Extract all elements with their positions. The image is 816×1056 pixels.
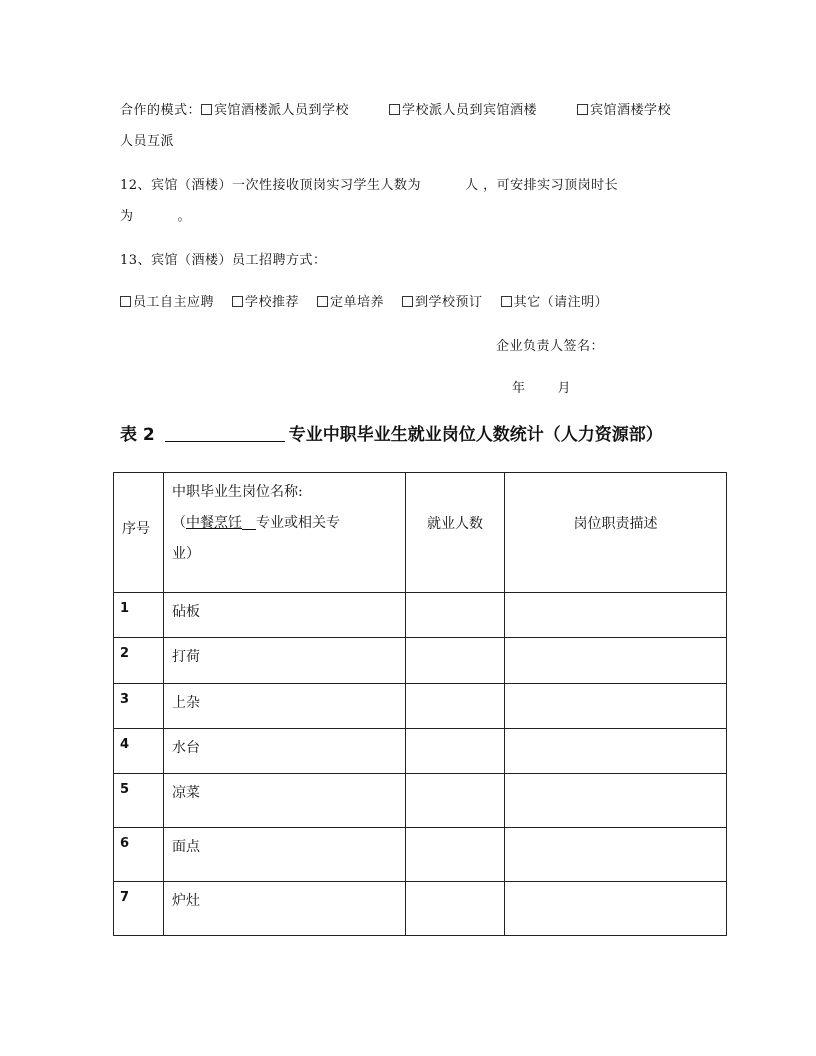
- row-number: 5: [114, 774, 164, 828]
- checkbox-icon[interactable]: [120, 296, 131, 307]
- header-seq: 序号: [114, 473, 164, 593]
- checkbox-icon[interactable]: [201, 104, 212, 115]
- coop-option-1[interactable]: 宾馆酒楼派人员到学校: [201, 103, 349, 118]
- q12-line2: 为 。: [120, 209, 192, 224]
- table-row: [114, 684, 727, 729]
- recruit-option-1[interactable]: 员工自主应聘: [120, 295, 214, 310]
- job-description-cell[interactable]: [505, 828, 727, 882]
- table-row: [114, 593, 727, 638]
- recruit-option-2[interactable]: 学校推荐: [232, 295, 299, 310]
- row-number: 3: [114, 684, 164, 729]
- checkbox-icon[interactable]: [389, 104, 400, 115]
- position-name: 上杂: [164, 684, 406, 729]
- position-name: 面点: [164, 828, 406, 882]
- employment-count-cell[interactable]: [406, 774, 505, 828]
- job-description-cell[interactable]: [505, 729, 727, 774]
- row-number: 7: [114, 882, 164, 936]
- q13-options: [120, 291, 626, 310]
- employment-count-cell[interactable]: [406, 729, 505, 774]
- employment-count-cell[interactable]: [406, 684, 505, 729]
- job-description-cell[interactable]: [505, 774, 727, 828]
- checkbox-icon[interactable]: [577, 104, 588, 115]
- table-header-row: [114, 473, 727, 593]
- table-row: [114, 774, 727, 828]
- header-job-description: 岗位职责描述: [505, 473, 727, 593]
- major-name-filled: 中餐烹饪: [186, 515, 242, 531]
- employment-table: [113, 472, 727, 936]
- coop-option-2[interactable]: 学校派人员到宾馆酒楼: [389, 103, 537, 118]
- signature-date: [512, 377, 571, 396]
- q12-line1: 12、宾馆（酒楼）一次性接收顶岗实习学生人数为 人 ，可安排实习顶岗时长: [120, 178, 619, 193]
- row-number: 6: [114, 828, 164, 882]
- signature-label: 企业负责人签名：: [496, 339, 605, 354]
- major-name-blank[interactable]: [165, 441, 285, 442]
- checkbox-icon[interactable]: [317, 296, 328, 307]
- position-name: 炉灶: [164, 882, 406, 936]
- table2-title-prefix: 表 2: [120, 425, 155, 445]
- employment-count-cell[interactable]: [406, 638, 505, 684]
- table-row: [114, 828, 727, 882]
- row-number: 4: [114, 729, 164, 774]
- job-description-cell[interactable]: [505, 593, 727, 638]
- month-label: 月: [557, 381, 572, 396]
- table2-title-suffix: 专业中职毕业生就业岗位人数统计（人力资源部）: [288, 425, 663, 445]
- table-row: [114, 638, 727, 684]
- employment-count-cell[interactable]: [406, 828, 505, 882]
- header-position-name: 中职毕业生岗位名称: （中餐烹饪 专业或相关专 业）: [164, 473, 406, 593]
- recruit-option-3[interactable]: 定单培养: [317, 295, 384, 310]
- table2-title: [120, 420, 663, 445]
- checkbox-icon[interactable]: [402, 296, 413, 307]
- checkbox-icon[interactable]: [501, 296, 512, 307]
- cooperation-mode-line: [120, 99, 689, 118]
- recruit-option-5[interactable]: 其它（请注明）: [501, 295, 609, 310]
- position-name: 打荷: [164, 638, 406, 684]
- position-name: 水台: [164, 729, 406, 774]
- recruit-option-4[interactable]: 到学校预订: [402, 295, 483, 310]
- cooperation-continuation: 人员互派: [120, 134, 175, 149]
- table-row: [114, 882, 727, 936]
- job-description-cell[interactable]: [505, 882, 727, 936]
- employment-count-cell[interactable]: [406, 882, 505, 936]
- year-label: 年: [512, 381, 526, 396]
- coop-option-3[interactable]: 宾馆酒楼学校: [577, 103, 671, 118]
- row-number: 2: [114, 638, 164, 684]
- position-name: 凉菜: [164, 774, 406, 828]
- position-name: 砧板: [164, 593, 406, 638]
- cooperation-prefix: 合作的模式：: [120, 103, 202, 118]
- job-description-cell[interactable]: [505, 638, 727, 684]
- employment-count-cell[interactable]: [406, 593, 505, 638]
- job-description-cell[interactable]: [505, 684, 727, 729]
- header-employment-count: 就业人数: [406, 473, 505, 593]
- q13-question: 13、宾馆（酒楼）员工招聘方式：: [120, 253, 327, 268]
- row-number: 1: [114, 593, 164, 638]
- checkbox-icon[interactable]: [232, 296, 243, 307]
- table-row: [114, 729, 727, 774]
